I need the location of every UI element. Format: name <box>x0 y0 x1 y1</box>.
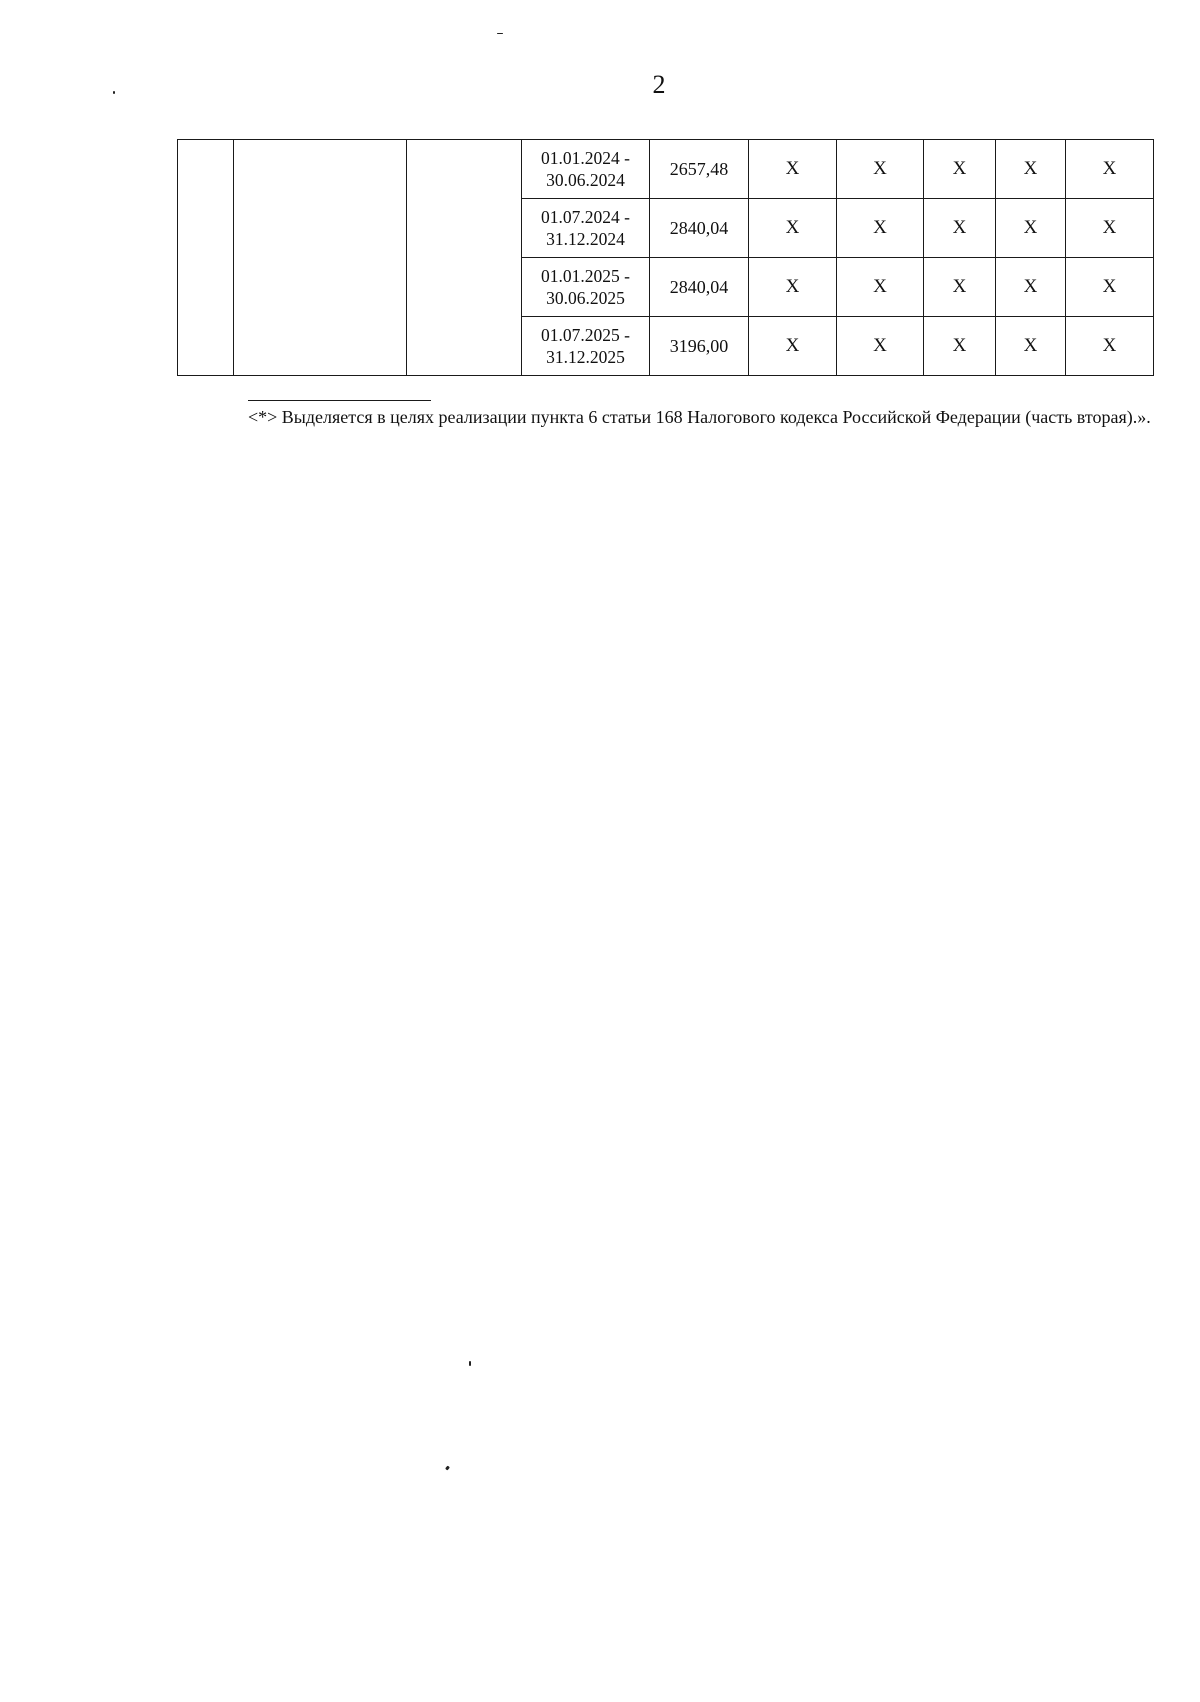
mark-cell: X <box>924 199 996 258</box>
period-start: 01.07.2025 - <box>541 325 630 345</box>
period-end: 31.12.2025 <box>546 347 625 367</box>
empty-merged-cell <box>178 140 234 376</box>
value-cell: 3196,00 <box>650 317 749 376</box>
period-cell <box>522 140 650 199</box>
mark-cell: X <box>749 317 837 376</box>
empty-merged-cell <box>407 140 522 376</box>
scan-speck <box>445 1466 450 1471</box>
value-cell: 2840,04 <box>650 258 749 317</box>
mark-cell: X <box>996 199 1066 258</box>
period-cell <box>522 258 650 317</box>
mark-cell: X <box>1066 317 1154 376</box>
mark-cell: X <box>837 317 924 376</box>
mark-cell: X <box>749 140 837 199</box>
period-cell <box>522 317 650 376</box>
mark-cell: X <box>749 258 837 317</box>
scan-speck <box>469 1361 471 1366</box>
mark-cell: X <box>837 199 924 258</box>
mark-cell: X <box>996 317 1066 376</box>
mark-cell: X <box>996 258 1066 317</box>
table-row <box>178 140 1154 199</box>
period-start: 01.07.2024 - <box>541 207 630 227</box>
period-cell <box>522 199 650 258</box>
period-end: 30.06.2025 <box>546 288 625 308</box>
value-cell: 2657,48 <box>650 140 749 199</box>
mark-cell: X <box>924 258 996 317</box>
mark-cell: X <box>1066 140 1154 199</box>
scan-speck <box>497 33 503 34</box>
value-cell: 2840,04 <box>650 199 749 258</box>
mark-cell: X <box>837 258 924 317</box>
mark-cell: X <box>1066 258 1154 317</box>
mark-cell: X <box>749 199 837 258</box>
footnote: <*> Выделяется в целях реализации пункта 6 статьи 168 Налогового кодекса Российской Федерации (часть вторая).». <box>248 407 1151 427</box>
period-end: 30.06.2024 <box>546 170 625 190</box>
period-end: 31.12.2024 <box>546 229 625 249</box>
period-start: 01.01.2024 - <box>541 148 630 168</box>
scan-speck <box>113 91 115 94</box>
mark-cell: X <box>924 140 996 199</box>
tariff-table <box>177 139 1154 376</box>
empty-merged-cell <box>234 140 407 376</box>
page-number: 2 <box>652 70 666 99</box>
period-start: 01.01.2025 - <box>541 266 630 286</box>
mark-cell: X <box>996 140 1066 199</box>
mark-cell: X <box>1066 199 1154 258</box>
mark-cell: X <box>837 140 924 199</box>
footnote-divider <box>248 400 431 401</box>
mark-cell: X <box>924 317 996 376</box>
